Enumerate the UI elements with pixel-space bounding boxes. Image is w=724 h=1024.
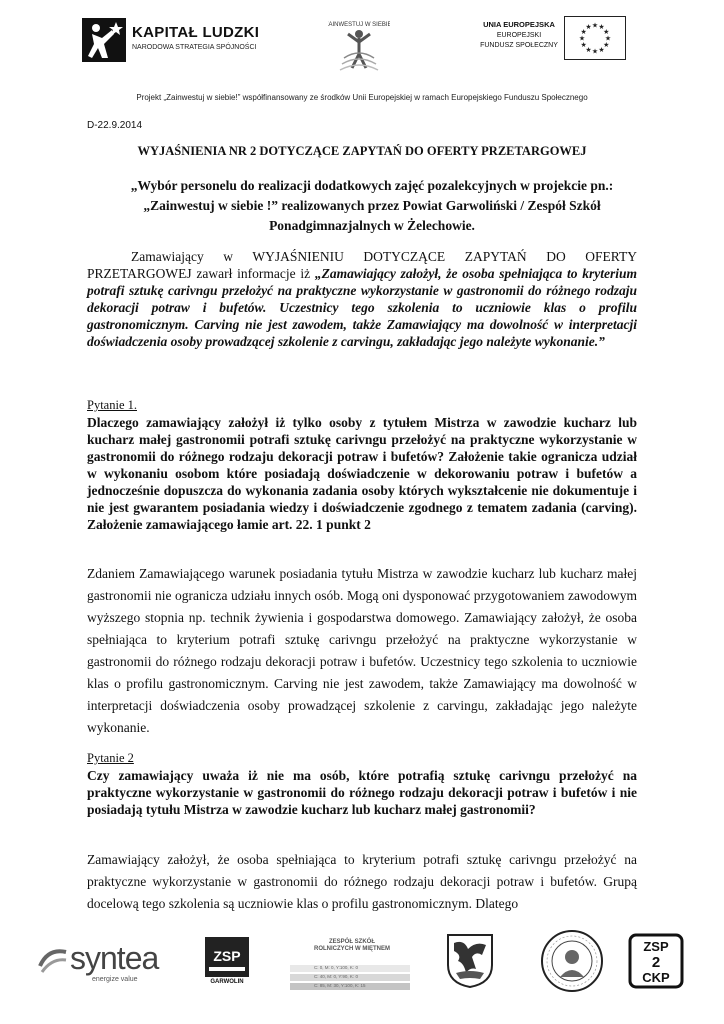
question-1-text: Dlaczego zamawiający założył iż tylko osoby z tytułem Mistrza w zawodzie kucharz lub kucharz małej gastronomii potrafi sztukę carivngu przełożyć na praktyczne wykorzystanie w gastronomii do różnego rodzaju dekoracji potraw i bufetów? Założenie takie ogranicza udział w wykonaniu osobom które posiadają doświadczenie w dekorowaniu potraw i bufetów a jednocześnie dopuszcza do wykonania zadania osoby których wykształcenie nie dokumentuje i nie jest gwarantem posiadania wiedzy i doświadczenie zgodnego z tematem zadania (carving). Założenie zamawiającego łamie art. 22. 1 punkt 2 — [87, 415, 637, 532]
eu-star-icon: ★ — [603, 28, 610, 36]
ckp-logo-number: 2 — [651, 954, 661, 971]
eu-star-icon: ★ — [580, 41, 587, 49]
eu-star-icon: ★ — [603, 41, 610, 49]
syntea-swirl-icon — [36, 944, 70, 978]
garwolin-label: GARWOLIN — [210, 979, 244, 985]
syntea-wordmark: syntea — [70, 940, 159, 976]
unia-europejska-logo — [478, 16, 628, 66]
cmyk-swatches — [290, 965, 410, 992]
page-footer — [0, 925, 724, 995]
answer-2-text: Zamawiający założył, że osoba spełniająca to kryterium potrafi sztukę carivngu przełożyć na praktyczne wykorzystanie w gastronomii do różnego rodzaju dekoracji potraw i bufetów. Grupą docelową tego szkolenia są uczniowie klas o profilu gastronomicznym. Dlatego — [87, 852, 637, 911]
eu-star-icon: ★ — [585, 45, 592, 54]
answer-1-text: Zdaniem Zamawiającego warunek posiadania tytułu Mistrza w zawodzie kucharz lub kucharz małej gastronomii nie ogranicza udziału innych osób. Mogą oni dysponować przygotowaniem zawodowym wyższego stopnia np. technik żywienia i gospodarstwa domowego. Zamawiający założył, że osoba spełniająca to kryterium potrafi sztukę carivngu przełożyć na praktyczne wykorzystanie w gastronomii do różnego rodzaju dekoracji potraw i bufetów. Uczestnicy tego szkolenia to uczniowie klas o profilu gastronomicznym. Carving nie jest zawodem, także Zamawiający ma dowolność w interpretacji doświadczenia osoby prowadzącej szkolenie z carvingu, zakładając jego należyte wykonanie. — [87, 566, 637, 735]
ue-title: UNIA EUROPEJSKA — [483, 20, 555, 29]
zainwestuj-logo-text: ZAINWESTUJ W SIEBIE! — [328, 22, 390, 28]
syntea-logo — [36, 940, 186, 983]
question-1-label: Pytanie 1. — [87, 398, 137, 412]
cmyk-swatch-3: C: 85, M: 30, Y:100, K: 15 — [290, 983, 410, 990]
intro-paragraph — [87, 248, 637, 350]
zsp-garwolin-mark: ZSP — [213, 948, 241, 964]
eu-flag-icon — [564, 16, 626, 60]
eu-star-icon: ★ — [585, 23, 592, 32]
ue-line3: FUNDUSZ SPOŁECZNY — [480, 42, 558, 49]
document-date: D-22.9.2014 — [87, 120, 143, 131]
cmyk-swatch-1: C: 0, M: 0, Y:100, K: 0 — [290, 965, 410, 972]
eu-star-icon: ★ — [591, 47, 599, 56]
zainwestuj-w-siebie-logo — [328, 12, 390, 76]
kapital-ludzki-logo — [82, 18, 282, 68]
kapital-ludzki-subtitle: NARODOWA STRATEGIA SPÓJNOŚCI — [132, 44, 257, 51]
question-2-label: Pytanie 2 — [87, 751, 134, 765]
zsp-garwolin-emblem-icon — [203, 935, 251, 979]
cmyk-swatch-2: C: 40, M: 0, Y:90, K: 0 — [290, 974, 410, 981]
ckp-logo-top: ZSP — [643, 939, 669, 954]
question-2-text: Czy zamawiający uważa iż nie ma osób, które potrafią sztukę carivngu przełożyć na praktyczne wykorzystanie w gastronomii do różnego rodzaju dekoracji potraw i bufetów i nie posiadają tytułu Mistrza w zawodzie kucharz lub kucharz małej gastronomii? — [87, 768, 637, 817]
eu-star-icon: ★ — [598, 23, 605, 32]
kapital-ludzki-title: KAPITAŁ LUDZKI — [132, 24, 260, 41]
zsp-zelechow-seal-icon — [540, 929, 604, 993]
document-heading: WYJAŚNIENIA NR 2 DOTYCZĄCE ZAPYTAŃ DO OFERTY PRZETARGOWEJ — [137, 144, 587, 158]
page-header — [0, 10, 724, 102]
kapital-ludzki-emblem-icon — [82, 18, 126, 62]
syntea-tagline: energize value — [92, 976, 138, 983]
intro-plain-text: Zamawiający w WYJAŚNIENIU DOTYCZĄCE ZAPYTAŃ DO OFERTY PRZETARGOWEJ zawarł informacje iż — [87, 249, 637, 281]
zsr-mietne-logo — [290, 939, 410, 989]
eu-star-icon: ★ — [598, 45, 605, 54]
eu-star-icon: ★ — [578, 34, 586, 43]
ue-text-block — [478, 20, 560, 51]
project-cofinancing-line: Projekt „Zainwestuj w siebie!” współfinansowany ze środków Unii Europejskiej w ramach Europejskiego Funduszu Społecznego — [136, 93, 588, 102]
document-subtitle: „Wybór personelu do realizacji dodatkowych zajęć pozalekcyjnych w projekcie pn.: „Zainwestuj w siebie !” realizowanych przez Powiat Garwoliński / Zespół Szkół Ponadgimnazjalnych w Żelechowie. — [130, 178, 614, 233]
powiat-garwolinski-coat-of-arms-icon — [446, 933, 494, 989]
zsp-garwolin-logo — [203, 935, 251, 987]
ue-line2: EUROPEJSKI — [496, 32, 542, 39]
zsr-mietne-title: ZESPÓŁ SZKÓŁ ROLNICZYCH W MIĘTNEM — [314, 939, 390, 952]
eu-star-icon: ★ — [580, 28, 587, 36]
intro-quote-text: „Zamawiający założył, że osoba spełniająca to kryterium potrafi sztukę carivngu przełożyć na praktyczne wykorzystanie w gastronomii do różnego rodzaju dekoracji potraw i bufetów. Uczestnicy tego szkolenia to uczniowie klas o profilu gastronomicznym. Carving nie jest zawodem, także Zamawiający ma dowolność w interpretacji doświadczenia osoby prowadzącej szkolenie z carvingu, zakładając jego należyte wykonanie.” — [87, 266, 637, 349]
zsp2-ckp-logo — [626, 931, 686, 991]
eu-star-icon: ★ — [604, 34, 612, 43]
eu-star-icon: ★ — [591, 21, 599, 30]
ckp-logo-bottom: CKP — [642, 970, 670, 985]
